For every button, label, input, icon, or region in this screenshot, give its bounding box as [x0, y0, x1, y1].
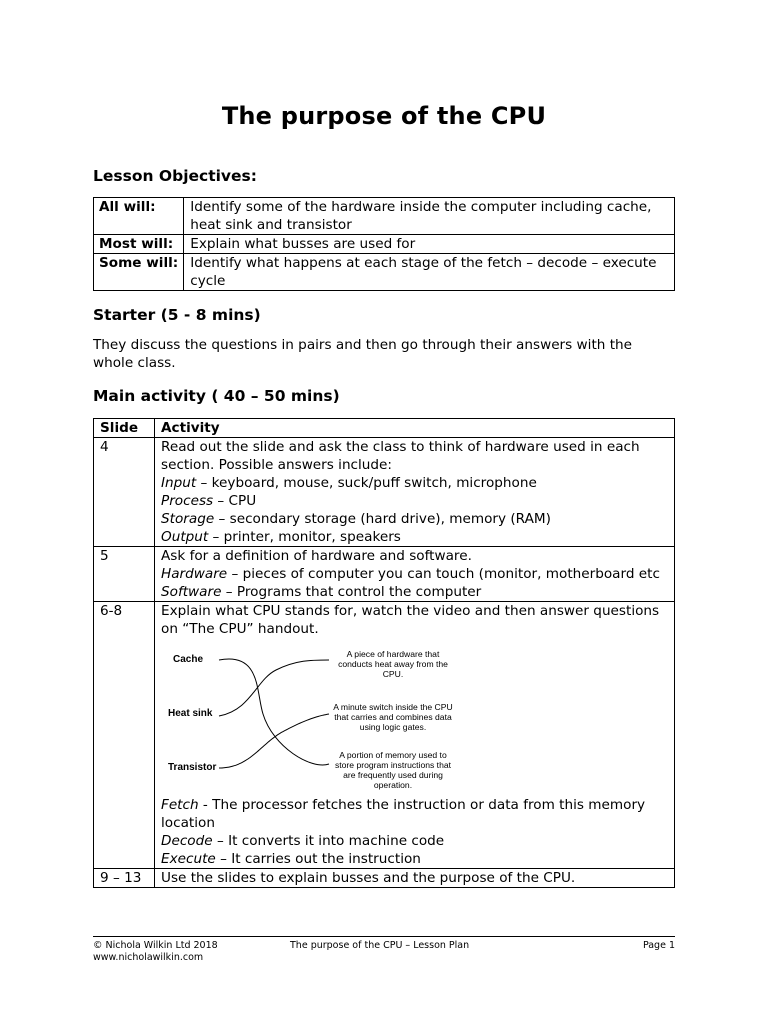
diagram-term-transistor: Transistor: [168, 762, 217, 773]
copyright-notice: © Nichola Wilkin Ltd 2018: [93, 940, 218, 951]
term: Input: [161, 475, 197, 491]
slide-number: 9 – 13: [94, 869, 155, 888]
term-description: – pieces of computer you can touch (monitor, motherboard etc: [227, 566, 660, 582]
table-header-row: [94, 419, 675, 438]
definition-2-line-1: A minute switch inside the CPU: [333, 702, 453, 712]
hardware-matching-diagram: [161, 642, 501, 794]
objective-label: Some will:: [94, 254, 184, 291]
term: Process: [161, 493, 214, 509]
term-description: – It carries out the instruction: [215, 851, 421, 867]
table-row: [94, 869, 675, 888]
definition-3-line-4: operation.: [373, 780, 413, 790]
definition-3-line-2: store program instructions that: [334, 760, 452, 770]
term: Hardware: [161, 566, 228, 582]
definition-2-line-3: using logic gates.: [359, 722, 427, 732]
table-row: [94, 547, 675, 602]
list-item: [161, 510, 668, 528]
objective-text: Identify what happens at each stage of the fetch – decode – execute cycle: [184, 254, 675, 291]
page-title: The purpose of the CPU: [221, 102, 547, 130]
diagram-term-cache: Cache: [173, 654, 204, 665]
objective-text: Identify some of the hardware inside the computer including cache, heat sink and transistor: [184, 198, 675, 235]
term-description: – Programs that control the computer: [221, 584, 482, 600]
diagram-definitions: [333, 649, 452, 790]
table-row: [94, 254, 675, 291]
term-description: – It converts it into machine code: [212, 833, 445, 849]
slide-number: 5: [94, 547, 155, 602]
term: Software: [161, 584, 222, 600]
term: Output: [161, 529, 209, 545]
objective-label: Most will:: [94, 235, 184, 254]
activity-intro: Explain what CPU stands for, watch the video and then answer questions on “The CPU” handout.: [161, 603, 660, 637]
activity-cell: [155, 602, 675, 869]
main-activity-heading: Main activity ( 40 – 50 mins): [93, 387, 340, 405]
line-transistor-to-definition-2: [219, 714, 329, 768]
definition-2-line-2: that carries and combines data: [334, 712, 452, 722]
matching-lines: [219, 659, 329, 768]
list-item: [161, 832, 668, 850]
term: Storage: [161, 511, 215, 527]
activity-cell: [155, 547, 675, 602]
term-description: – printer, monitor, speakers: [208, 529, 401, 545]
table-row: [94, 198, 675, 235]
activity-table: [93, 418, 675, 888]
term-description: – secondary storage (hard drive), memory (RAM): [214, 511, 551, 527]
term: Decode: [161, 833, 213, 849]
definition-3-line-1: A portion of memory used to: [339, 750, 447, 760]
term-description: – keyboard, mouse, suck/puff switch, microphone: [196, 475, 537, 491]
term-description: – CPU: [213, 493, 257, 509]
activity-text: Use the slides to explain busses and the purpose of the CPU.: [155, 869, 675, 888]
table-row: [94, 438, 675, 547]
starter-text: They discuss the questions in pairs and then go through their answers with the whole class.: [93, 337, 633, 371]
objective-text: Explain what busses are used for: [184, 235, 675, 254]
list-item: [161, 474, 668, 492]
term: Execute: [161, 851, 216, 867]
starter-heading: Starter (5 - 8 mins): [93, 306, 261, 324]
page-footer: [93, 936, 675, 963]
definition-1-line-2: conducts heat away from the: [338, 659, 448, 669]
activity-intro: Ask for a definition of hardware and software.: [161, 548, 472, 564]
table-row: [94, 235, 675, 254]
term: Fetch: [161, 797, 199, 813]
line-heat-sink-to-definition-1: [219, 660, 329, 716]
list-item: [161, 583, 668, 601]
list-item: [161, 492, 668, 510]
footer-document-title: The purpose of the CPU – Lesson Plan: [290, 940, 470, 951]
activity-cell: [155, 438, 675, 547]
definition-1-line-3: CPU.: [382, 669, 404, 679]
list-item: [161, 850, 668, 868]
footer-left: [93, 940, 218, 964]
column-header-activity: Activity: [155, 419, 675, 438]
definition-3-line-3: are frequently used during: [343, 770, 443, 780]
slide-number: 6-8: [94, 602, 155, 869]
list-item: [161, 528, 668, 546]
objectives-table: [93, 197, 675, 291]
term-description: - The processor fetches the instruction or data from this memory location: [161, 797, 646, 831]
table-row: [94, 602, 675, 869]
list-item: [161, 796, 668, 832]
website-link[interactable]: www.nicholawilkin.com: [93, 952, 204, 963]
slide-number: 4: [94, 438, 155, 547]
list-item: [161, 565, 668, 583]
page-number: Page 1: [642, 940, 675, 951]
activity-intro: Read out the slide and ask the class to think of hardware used in each section. Possible answers include:: [161, 439, 640, 473]
objectives-heading: Lesson Objectives:: [93, 167, 257, 185]
definition-1-line-1: A piece of hardware that: [346, 649, 440, 659]
column-header-slide: Slide: [94, 419, 155, 438]
line-cache-to-definition-3: [219, 659, 329, 765]
objective-label: All will:: [94, 198, 184, 235]
diagram-term-heat-sink: Heat sink: [168, 708, 213, 719]
